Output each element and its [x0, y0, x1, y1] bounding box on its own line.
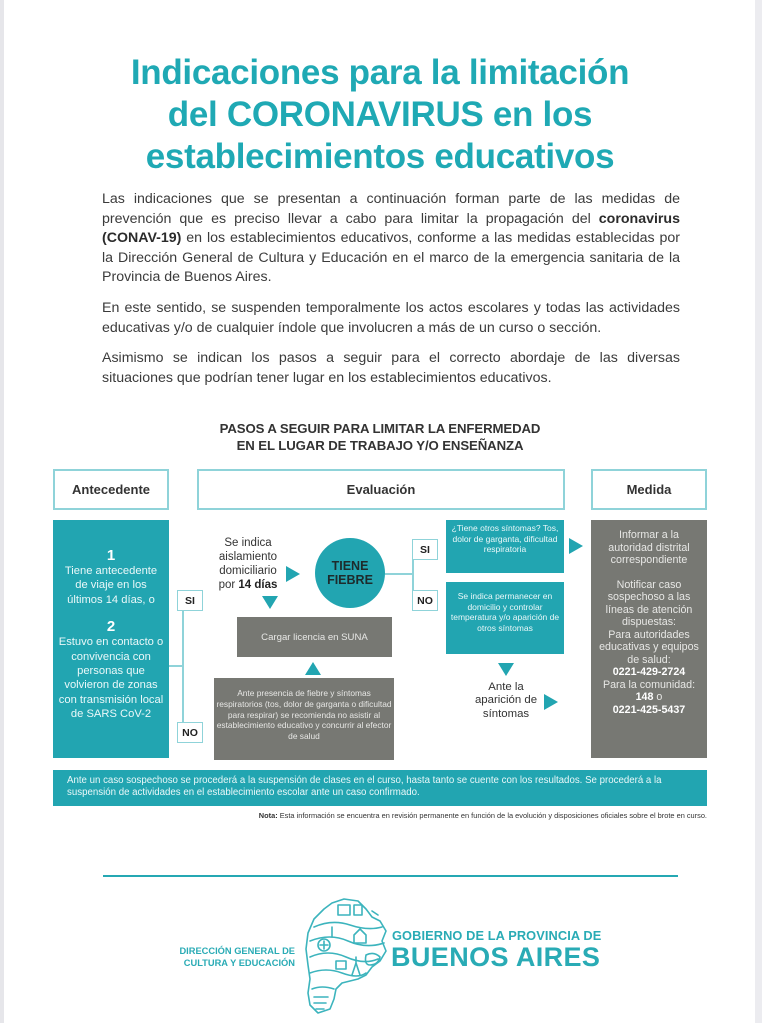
permanecer-domicilio-box: Se indica permanecer en domicilio y controlar temperatura y/o aparición de otros síntomas	[446, 582, 564, 654]
page-edge-left	[0, 0, 4, 1023]
aislamiento-text	[210, 536, 286, 592]
circle-line-1: TIENE	[331, 559, 369, 573]
page-edge-right	[755, 0, 762, 1023]
aislamiento-label: Se indica aislamiento domiciliario por	[218, 537, 278, 591]
connector-line	[169, 665, 183, 667]
label-si-1: SI	[177, 590, 203, 611]
title-line-3: establecimientos educativos	[145, 137, 615, 176]
medida-comunidad-or: o	[653, 691, 663, 703]
antecedente-text-2: Estuvo en contacto o convivencia con personas que volvieron de zonas con transmisión local de SARS CoV-2	[58, 636, 164, 721]
medida-autoridades-label: Para autoridades educativas y equipos de salud:	[599, 628, 699, 666]
aparicion-sintomas-text: Ante la aparición de síntomas	[474, 681, 538, 720]
medida-autoridades-phone: 0221-429-2724	[612, 666, 686, 678]
flowchart-title-line-2: EN EL LUGAR DE TRABAJO Y/O ENSEÑANZA	[236, 438, 524, 453]
buenos-aires-wordmark: BUENOS AIRES	[391, 942, 601, 972]
medida-comunidad-phone-1: 148	[635, 691, 654, 703]
title-line-1: Indicaciones para la limitación	[130, 53, 630, 92]
dgce-line-2: CULTURA Y EDUCACIÓN	[183, 958, 295, 968]
province-map-icon	[302, 897, 388, 1015]
arrow-down-icon	[262, 596, 278, 609]
otros-sintomas-box: ¿Tiene otros síntomas? Tos, dolor de garganta, dificultad respiratoria	[446, 520, 564, 573]
arrow-up-icon	[305, 662, 321, 675]
header-medida: Medida	[591, 469, 707, 510]
footer-divider	[103, 875, 678, 877]
antecedente-box	[53, 520, 169, 758]
circle-line-2: FIEBRE	[327, 573, 373, 587]
header-antecedente: Antecedente	[53, 469, 169, 510]
antecedente-number-1: 1	[106, 547, 116, 564]
label-si-2: SI	[412, 539, 438, 560]
label-no-1: NO	[177, 722, 203, 743]
title-line-2: del CORONAVIRUS en los	[167, 95, 593, 134]
aislamiento-days: 14 días	[238, 579, 278, 591]
dgce-line-1: DIRECCIÓN GENERAL DE	[179, 946, 295, 956]
suspension-notice-bar: Ante un caso sospechoso se procederá a la suspensión de clases en el curso, hasta tanto se cuente con los resultados. Se procederá a la suspensión de actividades en el establecimiento escolar ante un caso confirmado.	[53, 770, 707, 806]
medida-notificar: Notificar caso sospechoso a las líneas de atención dispuestas:	[605, 578, 693, 628]
medida-box	[591, 520, 707, 758]
medida-comunidad-phone-2: 0221-425-5437	[612, 703, 686, 716]
medida-comunidad-line	[591, 691, 707, 704]
intro-paragraph-1	[102, 190, 680, 288]
fiebre-recomendacion-box: Ante presencia de fiebre y síntomas respiratorios (tos, dolor de garganta o dificultad para respirar) se recomienda no asistir al establecimiento educativo y concurrir al efector de salud	[214, 678, 394, 760]
page-title	[60, 52, 700, 178]
connector-line	[385, 573, 413, 575]
flowchart-title	[120, 420, 640, 454]
arrow-down-icon	[498, 663, 514, 676]
intro-text	[102, 190, 680, 399]
intro-p1-text: Las indicaciones que se presentan a continuación forman parte de las medidas de prevención que es preciso llevar a cabo para limitar la propagación del	[102, 191, 680, 227]
connector-line	[182, 600, 184, 732]
header-evaluacion: Evaluación	[197, 469, 565, 510]
arrow-right-icon	[569, 538, 583, 554]
nota-body: Esta información se encuentra en revisión permanente en función de la evolución y disposiciones oficiales sobre el brote en curso.	[277, 811, 707, 820]
intro-paragraph-3: Asimismo se indican los pasos a seguir para el correcto abordaje de las diversas situaciones que podrían tener lugar en los establecimientos educativos.	[102, 350, 680, 386]
antecedente-number-2: 2	[106, 618, 116, 636]
cargar-licencia-suna-box: Cargar licencia en SUNA	[237, 617, 392, 657]
medida-comunidad-label: Para la comunidad:	[602, 678, 696, 691]
intro-paragraph-2: En este sentido, se suspenden temporalmente los actos escolares y todas las actividades educativas y/o de cualquier índole que involucren a más de un curso o sección.	[102, 299, 680, 336]
intro-p1-bold: coronavirus (CONAV-19)	[102, 210, 680, 247]
arrow-right-icon	[544, 694, 558, 710]
antecedente-text-1: Tiene antecedente de viaje en los últimos 14 días, o	[64, 565, 158, 606]
intro-p1-text-end: en los establecimientos educativos, conforme a las medidas establecidas por la Dirección General de Cultura y Educación en el marco de la emergencia sanitaria de la Provincia de Buenos Aires.	[102, 230, 680, 286]
tiene-fiebre-circle	[315, 538, 385, 608]
gobierno-line-1: GOBIERNO DE LA PROVINCIA DE	[392, 928, 602, 943]
label-no-2: NO	[412, 590, 438, 611]
flowchart-title-line-1: PASOS A SEGUIR PARA LIMITAR LA ENFERMEDAD	[219, 421, 541, 436]
nota-label: Nota:	[258, 811, 278, 820]
nota-text	[140, 811, 707, 820]
dgce-logo-text	[150, 945, 295, 969]
medida-informar: Informar a la autoridad distrital correspondiente	[608, 529, 690, 566]
arrow-right-icon	[286, 566, 300, 582]
